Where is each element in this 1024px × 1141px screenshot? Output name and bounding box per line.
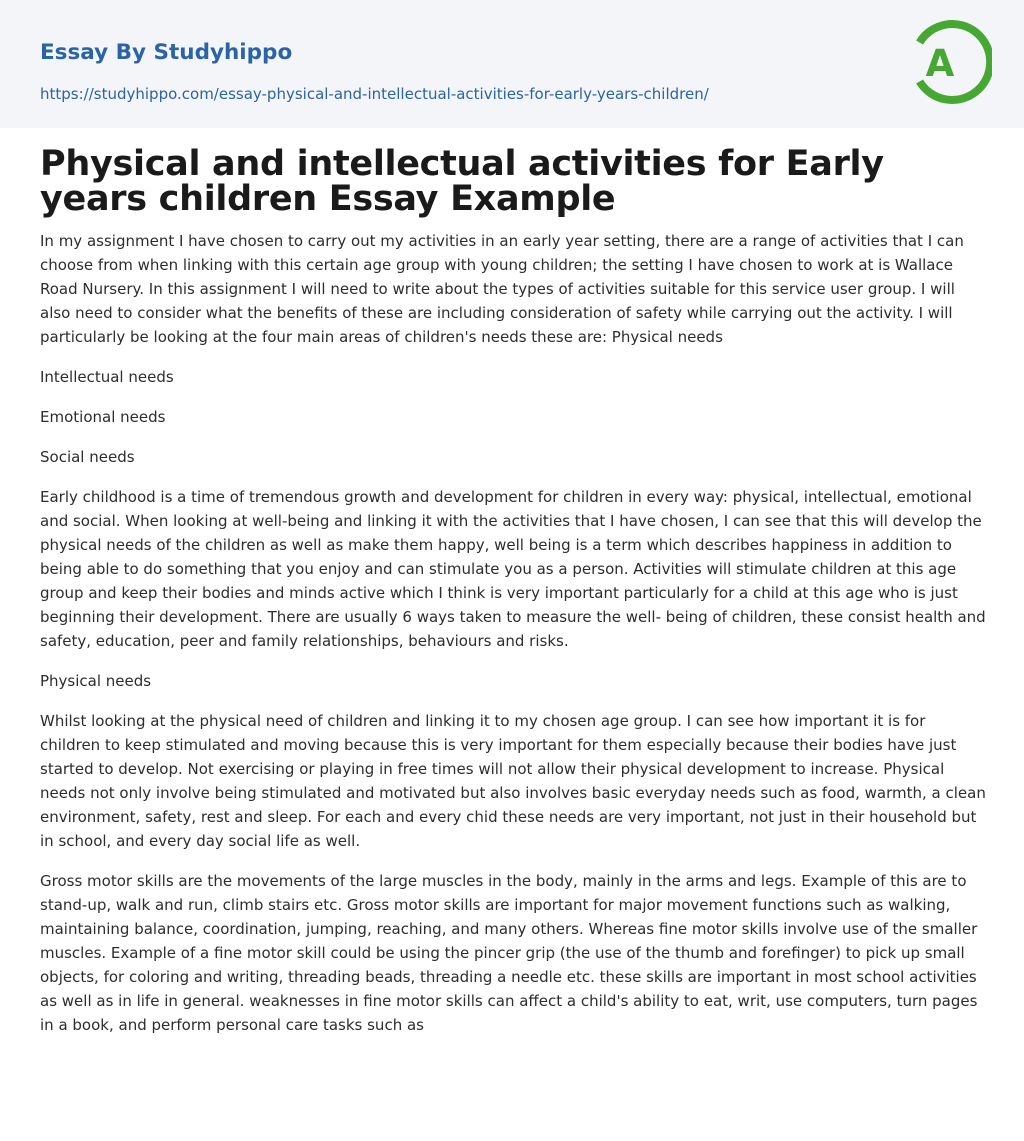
paragraph: Intellectual needs — [40, 368, 174, 386]
essay-title: Physical and intellectual activities for Early years children Essay Example — [40, 144, 884, 219]
paragraph: In my assignment I have chosen to carry out my activities in an early year setting, there are a range of activities that I can choose from when linking with this certain age group with young children; the setting I have chosen to work at is Wallace Road Nursery. In this assignment I will need to write about the types of activities suitable for this service user group. I will also need to consider what the benefits of these are including consideration of safety while carrying out the activity. I will particularly be looking at the four main areas of children's needs these are: Physical needs — [40, 232, 964, 346]
paragraph: Social needs — [40, 448, 135, 466]
essay-body — [40, 229, 986, 1053]
brand-title[interactable]: Essay By Studyhippo — [40, 40, 293, 65]
paragraph: Gross motor skills are the movements of the large muscles in the body, mainly in the arms and legs. Example of this are to stand-up, walk and run, climb stairs etc. Gross motor skills are important for major movement functions such as walking, maintaining balance, coordination, jumping, reaching, and many others. Whereas fine motor skills involve use of the smaller muscles. Example of a fine motor skill could be using the pincer grip (the use of the thumb and forefinger) to pick up small objects, for coloring and writing, threading beads, threading a needle etc. these skills are important in most school activities as well as in life in general. weaknesses in fine motor skills can affect a child's ability to eat, writ, use computers, turn pages in a book, and perform personal care tasks such as — [40, 872, 978, 1034]
essay-url-link[interactable]: https://studyhippo.com/essay-physical-and-intellectual-activities-for-early-years-children/ — [40, 85, 709, 103]
paragraph: Physical needs — [40, 672, 152, 690]
site-header — [0, 0, 1024, 128]
logo-letter: A — [925, 42, 955, 85]
paragraph: Whilst looking at the physical need of children and linking it to my chosen age group. I can see how important it is for children to keep stimulated and moving because this is very important for them especially because their bodies have just started to develop. Not exercising or playing in free times will not allow their physical development to increase. Physical needs not only involve being stimulated and motivated but also involves basic everyday needs such as food, warmth, a clean environment, safety, rest and sleep. For each and every chid these needs are very important, not just in their household but in school, and every day social life as well. — [40, 712, 986, 850]
studyhippo-logo[interactable] — [906, 18, 992, 106]
paragraph: Early childhood is a time of tremendous growth and development for children in every way: physical, intellectual, emotional and social. When looking at well-being and linking it with the activities that I have chosen, I can see that this will develop the physical needs of the children as well as make them happy, well being is a term which describes happiness in addition to being able to do something that you enjoy and can stimulate you as a person. Activities will stimulate children at this age group and keep their bodies and minds active which I think is very important particularly for a child at this age who is just beginning their development. There are usually 6 ways taken to measure the well- being of children, these consist health and safety, education, peer and family relationships, behaviours and risks. — [40, 488, 986, 650]
paragraph: Emotional needs — [40, 408, 166, 426]
